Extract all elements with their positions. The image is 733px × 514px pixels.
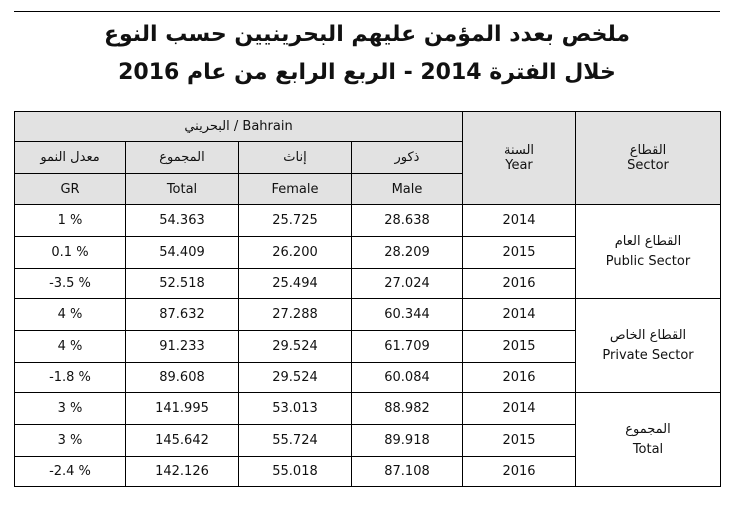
male-header-ar: ذكور <box>352 142 463 174</box>
female-cell: 53.013 <box>239 393 352 425</box>
total-cell: 52.518 <box>126 269 239 299</box>
total-cell: 142.126 <box>126 457 239 487</box>
sector-name-en: Private Sector <box>602 347 694 363</box>
male-header-en: Male <box>352 174 463 205</box>
male-cell: 87.108 <box>352 457 463 487</box>
sector-name-en: Public Sector <box>605 253 691 269</box>
table-row <box>15 205 721 237</box>
female-header-en: Female <box>239 174 352 205</box>
female-cell: 25.494 <box>239 269 352 299</box>
male-cell: 60.344 <box>352 299 463 331</box>
year-cell: 2016 <box>463 269 576 299</box>
male-cell: 28.638 <box>352 205 463 237</box>
year-header-en: Year <box>505 158 533 173</box>
total-cell: 89.608 <box>126 363 239 393</box>
table-row <box>15 393 721 425</box>
female-cell: 26.200 <box>239 237 352 269</box>
year-cell: 2015 <box>463 237 576 269</box>
bahrain-header: البحريني / Bahrain <box>15 112 463 142</box>
female-header-ar: إناث <box>239 142 352 174</box>
gr-header-en: GR <box>15 174 126 205</box>
total-cell: 87.632 <box>126 299 239 331</box>
gr-header-ar: معدل النمو <box>15 142 126 174</box>
total-cell: 54.363 <box>126 205 239 237</box>
gr-cell: -2.4 % <box>15 457 126 487</box>
female-cell: 29.524 <box>239 363 352 393</box>
male-cell: 28.209 <box>352 237 463 269</box>
year-cell: 2014 <box>463 299 576 331</box>
female-cell: 29.524 <box>239 331 352 363</box>
total-header-ar: المجموع <box>126 142 239 174</box>
male-cell: 88.982 <box>352 393 463 425</box>
gr-cell: 1 % <box>15 205 126 237</box>
female-cell: 55.724 <box>239 425 352 457</box>
male-cell: 61.709 <box>352 331 463 363</box>
male-cell: 60.084 <box>352 363 463 393</box>
female-cell: 27.288 <box>239 299 352 331</box>
sector-name-en: Total <box>632 441 664 457</box>
sector-cell <box>576 393 721 487</box>
year-cell: 2015 <box>463 331 576 363</box>
year-cell: 2015 <box>463 425 576 457</box>
year-header-ar: السنة <box>503 143 535 158</box>
sector-name-ar: القطاع الخاص <box>609 327 687 343</box>
sector-name-ar: المجموع <box>625 421 671 437</box>
sector-cell <box>576 299 721 393</box>
gr-cell: 4 % <box>15 299 126 331</box>
table-row <box>15 299 721 331</box>
year-cell: 2016 <box>463 363 576 393</box>
title-line-1: ملخص بعدد المؤمن عليهم البحرينيين حسب النوع <box>103 22 631 47</box>
female-cell: 25.725 <box>239 205 352 237</box>
year-cell: 2014 <box>463 205 576 237</box>
total-cell: 141.995 <box>126 393 239 425</box>
year-cell: 2014 <box>463 393 576 425</box>
total-cell: 91.233 <box>126 331 239 363</box>
gr-cell: 0.1 % <box>15 237 126 269</box>
total-cell: 54.409 <box>126 237 239 269</box>
sector-header-en: Sector <box>627 158 669 173</box>
top-rule <box>14 11 720 12</box>
gr-cell: -1.8 % <box>15 363 126 393</box>
female-cell: 55.018 <box>239 457 352 487</box>
gr-cell: 4 % <box>15 331 126 363</box>
gr-cell: 3 % <box>15 393 126 425</box>
year-header <box>463 112 576 205</box>
sector-cell <box>576 205 721 299</box>
title-line-2: خلال الفترة 2014 - الربع الرابع من عام 2016 <box>118 60 616 85</box>
total-header-en: Total <box>126 174 239 205</box>
total-cell: 145.642 <box>126 425 239 457</box>
sector-name-ar: القطاع العام <box>614 233 682 249</box>
male-cell: 27.024 <box>352 269 463 299</box>
gr-cell: 3 % <box>15 425 126 457</box>
sector-header <box>576 112 721 205</box>
insured-table <box>14 111 721 487</box>
sector-header-ar: القطاع <box>629 143 667 158</box>
gr-cell: -3.5 % <box>15 269 126 299</box>
year-cell: 2016 <box>463 457 576 487</box>
male-cell: 89.918 <box>352 425 463 457</box>
